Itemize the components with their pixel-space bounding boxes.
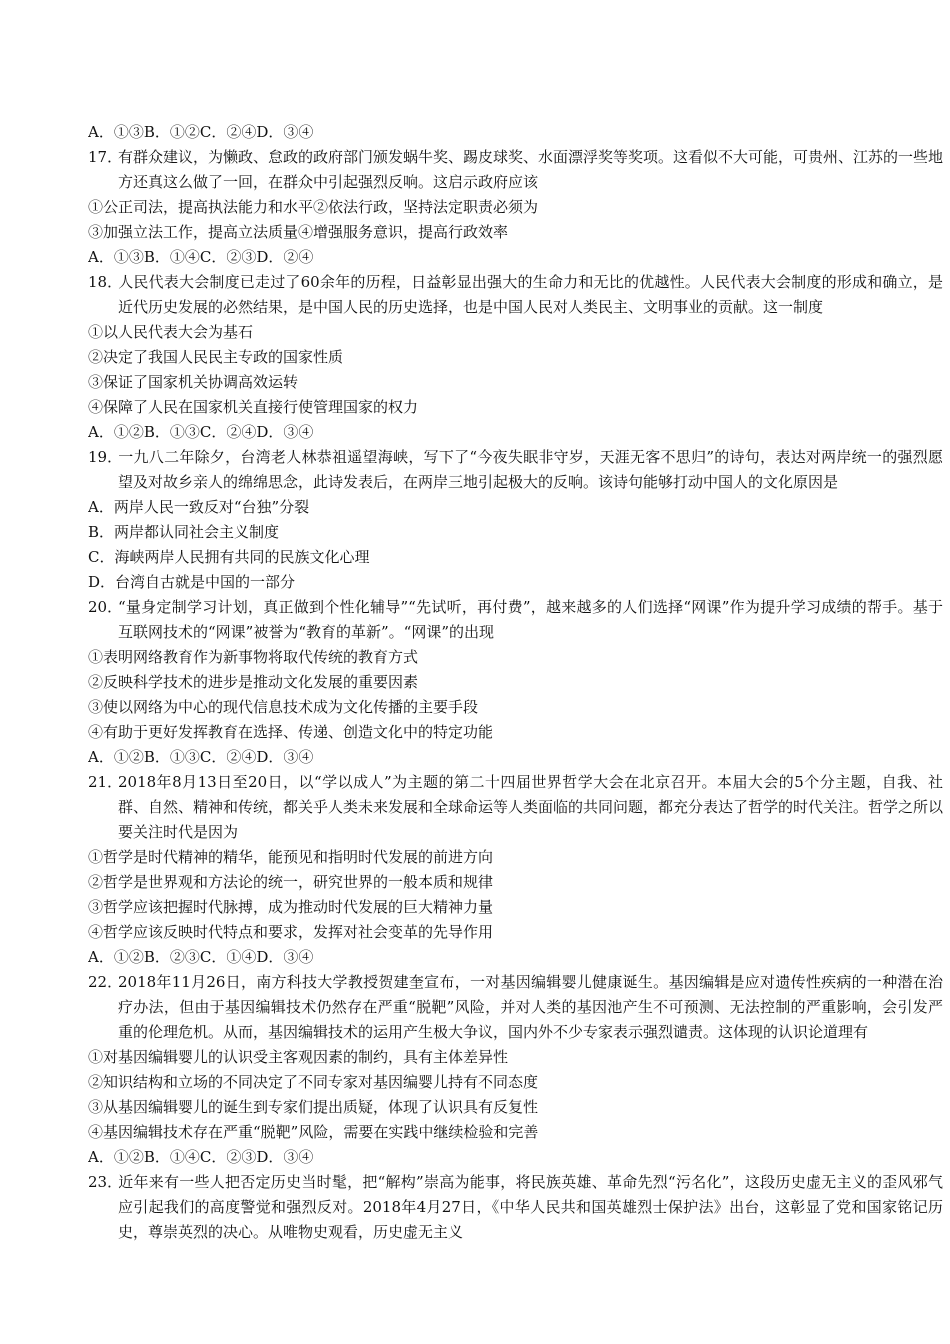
q22-option: ③从基因编辑婴儿的诞生到专家们提出质疑，体现了认识具有反复性 — [88, 1098, 539, 1116]
question-text: 有群众建议，为懒政、怠政的政府部门颁发蜗牛奖、踢皮球奖、水面漂浮奖等奖项。这看似不大可能，可贵州、江苏的一些地方还真这么做了一回，在群众中引起强烈反响。这启示政府应该 — [118, 148, 944, 191]
q18-option: ④保障了人民在国家机关直接行使管理国家的权力 — [88, 398, 419, 416]
question-text: “量身定制学习计划，真正做到个性化辅导”“先试听，再付费”，越来越多的人们选择“网课”作为提升学习成绩的帮手。基于互联网技术的“网课”被誉为“教育的革新”。“网课”的出现 — [118, 598, 943, 641]
exam-page — [88, 120, 943, 1245]
q19-option-d: D．台湾自古就是中国的一部分 — [88, 573, 296, 591]
question-number: 19． — [88, 448, 123, 466]
q17-option-line: ③加强立法工作，提高立法质量④增强服务意识，提高行政效率 — [88, 223, 509, 241]
q18-option: ③保证了国家机关协调高效运转 — [88, 373, 299, 391]
q18-option: ①以人民代表大会为基石 — [88, 323, 254, 341]
q17-option-line: ①公正司法，提高执法能力和水平②依法行政，坚持法定职责必须为 — [88, 198, 539, 216]
q21-option: ④哲学应该反映时代特点和要求，发挥对社会变革的先导作用 — [88, 923, 494, 941]
q22-option: ②知识结构和立场的不同决定了不同专家对基因编婴儿持有不同态度 — [88, 1073, 539, 1091]
question-text: 一九八二年除夕，台湾老人林恭祖遥望海峡，写下了“今夜失眠非守岁，天涯无客不思归”的诗句，表达对两岸统一的强烈愿望及对故乡亲人的绵绵思念，此诗发表后，在两岸三地引起极大的反响。该诗句能够打动中国人的文化原因是 — [118, 448, 943, 491]
question-23-stem — [88, 1170, 943, 1245]
question-number: 17． — [88, 148, 123, 166]
question-19-stem — [88, 445, 943, 495]
q21-option: ③哲学应该把握时代脉搏，成为推动时代发展的巨大精神力量 — [88, 898, 494, 916]
q21-option: ①哲学是时代精神的精华，能预见和指明时代发展的前进方向 — [88, 848, 494, 866]
question-number: 20． — [88, 598, 123, 616]
q22-option: ④基因编辑技术存在严重“脱靶”风险，需要在实践中继续检验和完善 — [88, 1123, 539, 1141]
question-number: 21． — [88, 773, 123, 791]
q20-option: ③使以网络为中心的现代信息技术成为文化传播的主要手段 — [88, 698, 479, 716]
q17-answer-choices: A．①③B．①④C．②③D．②④ — [88, 248, 314, 266]
question-text: 2018年8月13日至20日，以“学以成人”为主题的第二十四届世界哲学大会在北京召开。本届大会的5个分主题，自我、社群、自然、精神和传统，都关乎人类未来发展和全球命运等人类面临的共同问题，都充分表达了哲学的时代关注。哲学之所以要关注时代是因为 — [118, 773, 944, 841]
question-text: 2018年11月26日，南方科技大学教授贺建奎宣布，一对基因编辑婴儿健康诞生。基因编辑是应对遗传性疾病的一种潜在治疗办法，但由于基因编辑技术仍然存在严重“脱靶”风险，并对人类的基因池产生不可预测、无法控制的严重影响，会引发严重的伦理危机。从而，基因编辑技术的运用产生极大争议，国内外不少专家表示强烈谴责。这体现的认识论道理有 — [118, 973, 943, 1041]
question-number: 22． — [88, 973, 123, 991]
q16-answer-choices: A．①③B．①②C．②④D．③④ — [88, 123, 314, 141]
question-20-stem — [88, 595, 943, 645]
q20-option: ①表明网络教育作为新事物将取代传统的教育方式 — [88, 648, 419, 666]
q22-answer-choices: A．①②B．①④C．②③D．③④ — [88, 1148, 314, 1166]
q20-answer-choices: A．①②B．①③C．②④D．③④ — [88, 748, 314, 766]
q19-option-b: B．两岸都认同社会主义制度 — [88, 523, 280, 541]
question-18-stem — [88, 270, 943, 320]
question-number: 18． — [88, 273, 123, 291]
q20-option: ②反映科学技术的进步是推动文化发展的重要因素 — [88, 673, 419, 691]
question-number: 23． — [88, 1173, 123, 1191]
q22-option: ①对基因编辑婴儿的认识受主客观因素的制约，具有主体差异性 — [88, 1048, 509, 1066]
question-text: 人民代表大会制度已走过了60余年的历程，日益彰显出强大的生命力和无比的优越性。人民代表大会制度的形成和确立，是近代历史发展的必然结果，是中国人民的历史选择，也是中国人民对人类民主、文明事业的贡献。这一制度 — [118, 273, 943, 316]
question-21-stem — [88, 770, 943, 845]
q21-answer-choices: A．①②B．②③C．①④D．③④ — [88, 948, 314, 966]
q18-answer-choices: A．①②B．①③C．②④D．③④ — [88, 423, 314, 441]
q19-option-c: C．海峡两岸人民拥有共同的民族文化心理 — [88, 548, 370, 566]
q18-option: ②决定了我国人民民主专政的国家性质 — [88, 348, 344, 366]
q21-option: ②哲学是世界观和方法论的统一，研究世界的一般本质和规律 — [88, 873, 494, 891]
question-22-stem — [88, 970, 943, 1045]
question-text: 近年来有一些人把否定历史当时髦，把“解构”崇高为能事，将民族英雄、革命先烈“污名化”，这段历史虚无主义的歪风邪气应引起我们的高度警觉和强烈反对。2018年4月27日，《中华人民共和国英雄烈士保护法》出台，这彰显了党和国家铭记历史，尊崇英烈的决心。从唯物史观看，历史虚无主义 — [118, 1173, 943, 1241]
question-17-stem — [88, 145, 943, 195]
q19-option-a: A．两岸人民一致反对“台独”分裂 — [88, 498, 310, 516]
q20-option: ④有助于更好发挥教育在选择、传递、创造文化中的特定功能 — [88, 723, 494, 741]
